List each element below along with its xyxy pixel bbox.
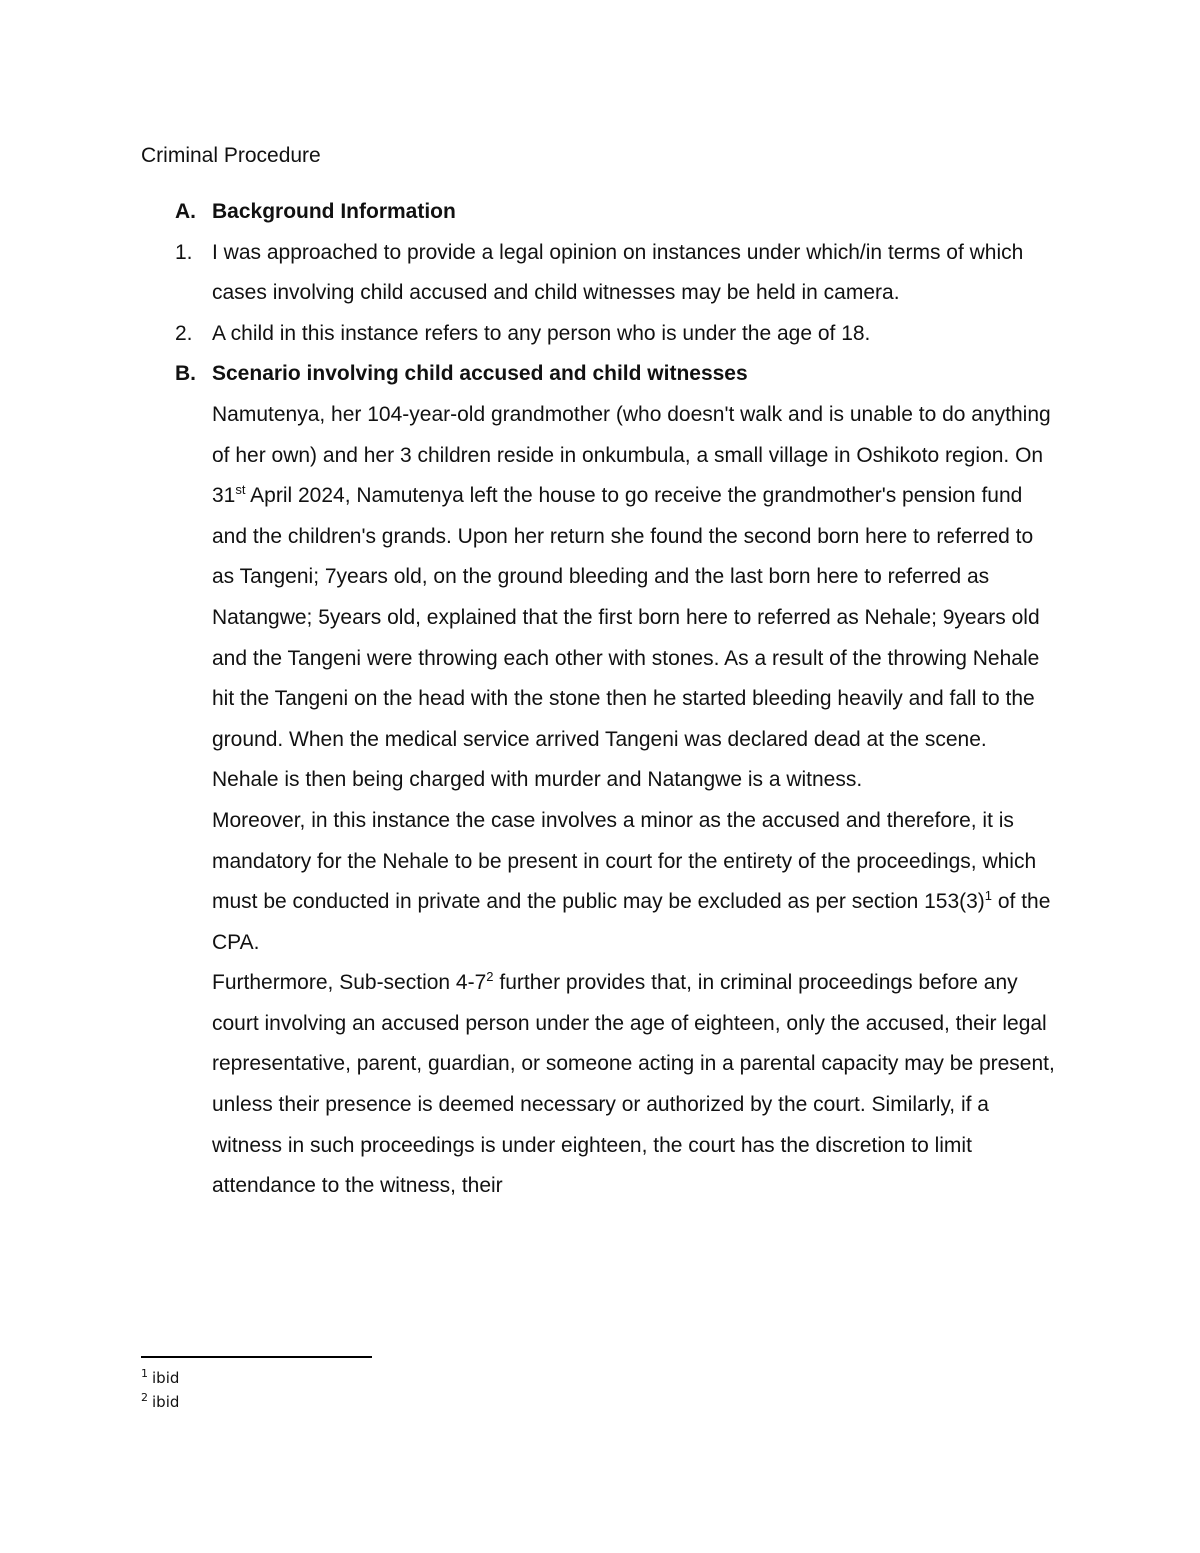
scenario-text-part2: April 2024, Namutenya left the house to go receive the grandmother's pension fund and the children's grands. Upon her return she found the second born here to referred to as Tangeni; 7years old, on the ground bleeding and the last born here to referred as Natangwe; 5years old, explained that the first born here to referred as Nehale; 9years old and the Tangeni were throwing each other with stones. As a result of the throwing Nehale hit the Tangeni on the head with the stone then he started bleeding heavily and fall to the ground. When the medical service arrived Tangeni was declared dead at the scene. [212, 484, 1040, 751]
footnote-2-text: ibid [152, 1393, 180, 1411]
charge-paragraph: Nehale is then being charged with murder and Natangwe is a witness. [212, 768, 863, 792]
moreover-text-part1: Moreover, in this instance the case involves a minor as the accused and therefore, it is mandatory for the Nehale to be present in court for the entirety of the proceedings, which must be conducted in private and the public may be excluded as per section 153(3) [212, 808, 1037, 914]
footnotes [141, 1366, 179, 1414]
moreover-paragraph [141, 801, 1061, 963]
document-title: Criminal Procedure [141, 144, 321, 167]
footnote-1-number: 1 [141, 1367, 148, 1380]
footnote-2-number: 2 [141, 1391, 148, 1404]
moreover-text-part2: of the CPA. [212, 890, 1051, 954]
footnote-ref-1[interactable]: 1 [984, 888, 993, 904]
scenario-text-part1: Namutenya, her 104-year-old grandmother (who doesn't walk and is unable to do anything of her own) and her 3 children reside in onkumbula, a small village in Oshikoto region. On 31 [212, 402, 1051, 508]
section-a-marker: A. [175, 200, 196, 223]
section-b-heading [141, 354, 1061, 395]
section-b-marker: B. [175, 362, 196, 386]
list-item-2 [141, 314, 1061, 355]
footnote-separator [141, 1356, 372, 1358]
document-body [141, 192, 1061, 1207]
ordinal-suffix: st [235, 482, 246, 498]
furthermore-text-part1: Furthermore, Sub-section 4-7 [212, 971, 487, 995]
section-a-title: Background Information [212, 200, 456, 223]
furthermore-paragraph [141, 963, 1061, 1207]
scenario-paragraph [141, 395, 1061, 760]
footnote-1-text: ibid [152, 1369, 180, 1387]
list-item-1 [141, 233, 1061, 314]
list-item-1-marker: 1. [175, 240, 193, 264]
list-item-1-text: I was approached to provide a legal opinion on instances under which/in terms of which cases involving child accused and child witnesses may be held in camera. [212, 240, 1024, 305]
section-b-title: Scenario involving child accused and child witnesses [212, 362, 748, 386]
list-item-2-text: A child in this instance refers to any person who is under the age of 18. [212, 321, 871, 345]
footnote-2 [141, 1390, 179, 1414]
list-item-2-marker: 2. [175, 321, 193, 345]
footnote-1 [141, 1366, 179, 1390]
footnote-ref-2[interactable]: 2 [486, 969, 494, 985]
furthermore-text-part2: further provides that, in criminal proceedings before any court involving an accused person under the age of eighteen, only the accused, their legal representative, parent, guardian, or someone acting in a parental capacity may be present, unless their presence is deemed necessary or authorized by the court. Similarly, if a witness in such proceedings is under eighteen, the court has the discretion to limit attendance to the witness, their [212, 971, 1055, 1198]
section-a-heading [141, 192, 1061, 233]
